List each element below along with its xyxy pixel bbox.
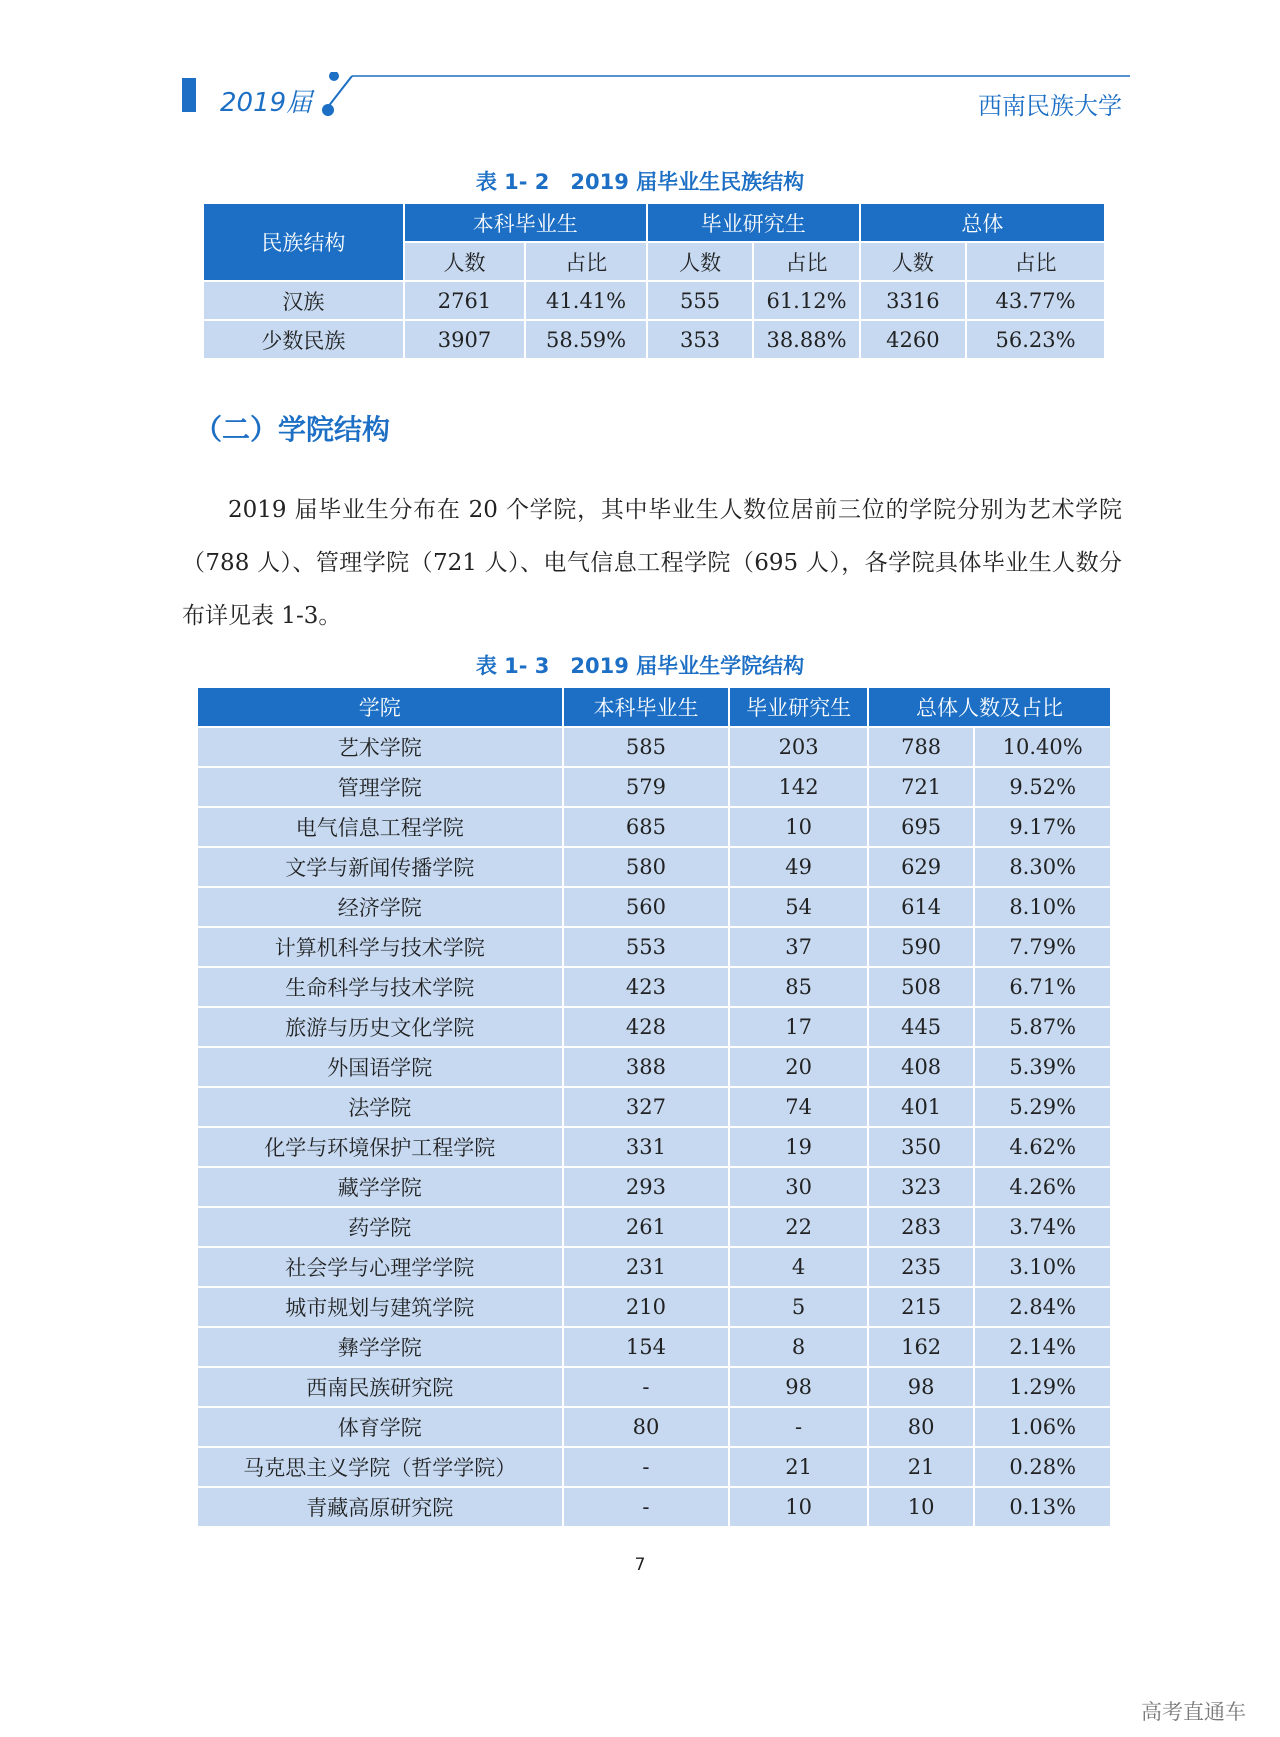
- total-count-cell: 788: [869, 728, 973, 766]
- undergrad-count-cell: 579: [564, 768, 729, 806]
- table-row: [198, 1288, 1110, 1326]
- value-cell: 61.12%: [754, 282, 858, 319]
- undergrad-count-cell: -: [564, 1488, 729, 1526]
- header-graduate: 毕业研究生: [730, 688, 867, 726]
- undergrad-count-cell: 423: [564, 968, 729, 1006]
- total-count-cell: 614: [869, 888, 973, 926]
- total-count-cell: 629: [869, 848, 973, 886]
- total-share-cell: 0.28%: [975, 1448, 1110, 1486]
- total-count-cell: 10: [869, 1488, 973, 1526]
- total-count-cell: 21: [869, 1448, 973, 1486]
- total-count-cell: 283: [869, 1208, 973, 1246]
- subheader-cell: 占比: [754, 243, 858, 280]
- total-share-cell: 4.62%: [975, 1128, 1110, 1166]
- value-cell: 58.59%: [526, 321, 646, 358]
- college-structure-table: [196, 686, 1112, 1528]
- college-name-cell: 城市规划与建筑学院: [198, 1288, 562, 1326]
- table-row: [198, 1128, 1110, 1166]
- undergrad-count-cell: 210: [564, 1288, 729, 1326]
- value-cell: 56.23%: [967, 321, 1104, 358]
- total-share-cell: 9.17%: [975, 808, 1110, 846]
- college-name-cell: 生命科学与技术学院: [198, 968, 562, 1006]
- header-accent-bar: [182, 78, 196, 112]
- undergrad-count-cell: 154: [564, 1328, 729, 1366]
- subheader-cell: 占比: [526, 243, 646, 280]
- total-share-cell: 3.10%: [975, 1248, 1110, 1286]
- value-cell: 353: [648, 321, 752, 358]
- total-share-cell: 4.26%: [975, 1168, 1110, 1206]
- table-row: [198, 728, 1110, 766]
- college-name-cell: 彝学学院: [198, 1328, 562, 1366]
- total-share-cell: 5.87%: [975, 1008, 1110, 1046]
- graduate-count-cell: 54: [730, 888, 867, 926]
- total-count-cell: 80: [869, 1408, 973, 1446]
- total-share-cell: 5.29%: [975, 1088, 1110, 1126]
- row-header-cell: 民族结构: [204, 204, 403, 280]
- undergrad-count-cell: 428: [564, 1008, 729, 1046]
- total-count-cell: 162: [869, 1328, 973, 1366]
- graduate-count-cell: 142: [730, 768, 867, 806]
- graduate-count-cell: 203: [730, 728, 867, 766]
- college-name-cell: 药学院: [198, 1208, 562, 1246]
- total-count-cell: 445: [869, 1008, 973, 1046]
- group-header-graduate: 毕业研究生: [648, 204, 859, 241]
- section-paragraph: 2019 届毕业生分布在 20 个学院，其中毕业生人数位居前三位的学院分别为艺术学院（788 人）、管理学院（721 人）、电气信息工程学院（695 人），各学院具体毕业生人数分布详见表 1-3。: [182, 497, 1122, 629]
- total-share-cell: 9.52%: [975, 768, 1110, 806]
- total-count-cell: 408: [869, 1048, 973, 1086]
- header-college: 学院: [198, 688, 562, 726]
- subheader-cell: 人数: [648, 243, 752, 280]
- table-row: [198, 1088, 1110, 1126]
- graduate-count-cell: 30: [730, 1168, 867, 1206]
- graduate-count-cell: 8: [730, 1328, 867, 1366]
- undergrad-count-cell: 585: [564, 728, 729, 766]
- undergrad-count-cell: 580: [564, 848, 729, 886]
- total-count-cell: 695: [869, 808, 973, 846]
- college-name-cell: 藏学学院: [198, 1168, 562, 1206]
- college-name-cell: 社会学与心理学学院: [198, 1248, 562, 1286]
- total-share-cell: 5.39%: [975, 1048, 1110, 1086]
- college-name-cell: 青藏高原研究院: [198, 1488, 562, 1526]
- undergrad-count-cell: 231: [564, 1248, 729, 1286]
- table-row: [198, 1048, 1110, 1086]
- table-row: [198, 768, 1110, 806]
- graduate-count-cell: 74: [730, 1088, 867, 1126]
- undergrad-count-cell: 80: [564, 1408, 729, 1446]
- ethnic-group-cell: 少数民族: [204, 321, 403, 358]
- college-name-cell: 经济学院: [198, 888, 562, 926]
- college-name-cell: 艺术学院: [198, 728, 562, 766]
- watermark: 高考直通车: [1141, 1700, 1246, 1724]
- group-header-total: 总体: [861, 204, 1104, 241]
- header-university-name: 西南民族大学: [978, 92, 1122, 120]
- table-row: [198, 1448, 1110, 1486]
- graduate-count-cell: 10: [730, 1488, 867, 1526]
- total-count-cell: 508: [869, 968, 973, 1006]
- value-cell: 555: [648, 282, 752, 319]
- header-undergrad: 本科毕业生: [564, 688, 729, 726]
- college-name-cell: 法学院: [198, 1088, 562, 1126]
- graduate-count-cell: 19: [730, 1128, 867, 1166]
- value-cell: 43.77%: [967, 282, 1104, 319]
- undergrad-count-cell: 388: [564, 1048, 729, 1086]
- table-row: [198, 1208, 1110, 1246]
- college-name-cell: 旅游与历史文化学院: [198, 1008, 562, 1046]
- total-share-cell: 0.13%: [975, 1488, 1110, 1526]
- total-share-cell: 8.10%: [975, 888, 1110, 926]
- college-name-cell: 化学与环境保护工程学院: [198, 1128, 562, 1166]
- table13-caption: 表 1- 3 2019 届毕业生学院结构: [475, 654, 805, 678]
- header-year-label: 2019届: [220, 88, 313, 118]
- total-count-cell: 235: [869, 1248, 973, 1286]
- undergrad-count-cell: -: [564, 1448, 729, 1486]
- total-share-cell: 2.84%: [975, 1288, 1110, 1326]
- total-count-cell: 590: [869, 928, 973, 966]
- graduate-count-cell: 17: [730, 1008, 867, 1046]
- group-header-undergrad: 本科毕业生: [405, 204, 646, 241]
- graduate-count-cell: -: [730, 1408, 867, 1446]
- total-share-cell: 7.79%: [975, 928, 1110, 966]
- table-row: [198, 888, 1110, 926]
- graduate-count-cell: 20: [730, 1048, 867, 1086]
- header-total: 总体人数及占比: [869, 688, 1110, 726]
- section-title: （二）学院结构: [194, 413, 391, 446]
- table-row: [198, 928, 1110, 966]
- total-count-cell: 350: [869, 1128, 973, 1166]
- undergrad-count-cell: 553: [564, 928, 729, 966]
- value-cell: 41.41%: [526, 282, 646, 319]
- table-row: [198, 1248, 1110, 1286]
- graduate-count-cell: 5: [730, 1288, 867, 1326]
- college-name-cell: 马克思主义学院（哲学学院）: [198, 1448, 562, 1486]
- table-row: [198, 1168, 1110, 1206]
- total-count-cell: 721: [869, 768, 973, 806]
- undergrad-count-cell: 685: [564, 808, 729, 846]
- total-share-cell: 2.14%: [975, 1328, 1110, 1366]
- table-row: [204, 282, 1104, 319]
- value-cell: 3316: [861, 282, 965, 319]
- college-name-cell: 体育学院: [198, 1408, 562, 1446]
- table-row: [204, 321, 1104, 358]
- graduate-count-cell: 85: [730, 968, 867, 1006]
- undergrad-count-cell: -: [564, 1368, 729, 1406]
- undergrad-count-cell: 331: [564, 1128, 729, 1166]
- graduate-count-cell: 21: [730, 1448, 867, 1486]
- total-share-cell: 3.74%: [975, 1208, 1110, 1246]
- total-share-cell: 1.06%: [975, 1408, 1110, 1446]
- college-name-cell: 文学与新闻传播学院: [198, 848, 562, 886]
- value-cell: 3907: [405, 321, 525, 358]
- college-name-cell: 计算机科学与技术学院: [198, 928, 562, 966]
- college-name-cell: 电气信息工程学院: [198, 808, 562, 846]
- page-number: 7: [634, 1555, 646, 1575]
- subheader-cell: 人数: [861, 243, 965, 280]
- subheader-cell: 占比: [967, 243, 1104, 280]
- value-cell: 4260: [861, 321, 965, 358]
- value-cell: 38.88%: [754, 321, 858, 358]
- table-row: [198, 1408, 1110, 1446]
- graduate-count-cell: 10: [730, 808, 867, 846]
- undergrad-count-cell: 560: [564, 888, 729, 926]
- total-share-cell: 8.30%: [975, 848, 1110, 886]
- table-row: [198, 1008, 1110, 1046]
- table-row: [198, 1488, 1110, 1526]
- college-name-cell: 管理学院: [198, 768, 562, 806]
- total-share-cell: 10.40%: [975, 728, 1110, 766]
- ethnic-group-cell: 汉族: [204, 282, 403, 319]
- table12-caption: 表 1- 2 2019 届毕业生民族结构: [475, 170, 805, 194]
- table-row: [198, 1328, 1110, 1366]
- undergrad-count-cell: 293: [564, 1168, 729, 1206]
- graduate-count-cell: 98: [730, 1368, 867, 1406]
- college-name-cell: 外国语学院: [198, 1048, 562, 1086]
- total-count-cell: 401: [869, 1088, 973, 1126]
- graduate-count-cell: 4: [730, 1248, 867, 1286]
- table-row: [198, 968, 1110, 1006]
- graduate-count-cell: 22: [730, 1208, 867, 1246]
- table-row: [198, 808, 1110, 846]
- graduate-count-cell: 37: [730, 928, 867, 966]
- total-share-cell: 1.29%: [975, 1368, 1110, 1406]
- college-name-cell: 西南民族研究院: [198, 1368, 562, 1406]
- total-count-cell: 215: [869, 1288, 973, 1326]
- undergrad-count-cell: 261: [564, 1208, 729, 1246]
- table-row: [198, 848, 1110, 886]
- value-cell: 2761: [405, 282, 525, 319]
- total-count-cell: 323: [869, 1168, 973, 1206]
- table-row: [198, 1368, 1110, 1406]
- total-share-cell: 6.71%: [975, 968, 1110, 1006]
- total-count-cell: 98: [869, 1368, 973, 1406]
- graduate-count-cell: 49: [730, 848, 867, 886]
- subheader-cell: 人数: [405, 243, 525, 280]
- ethnic-structure-table: [202, 202, 1106, 360]
- undergrad-count-cell: 327: [564, 1088, 729, 1126]
